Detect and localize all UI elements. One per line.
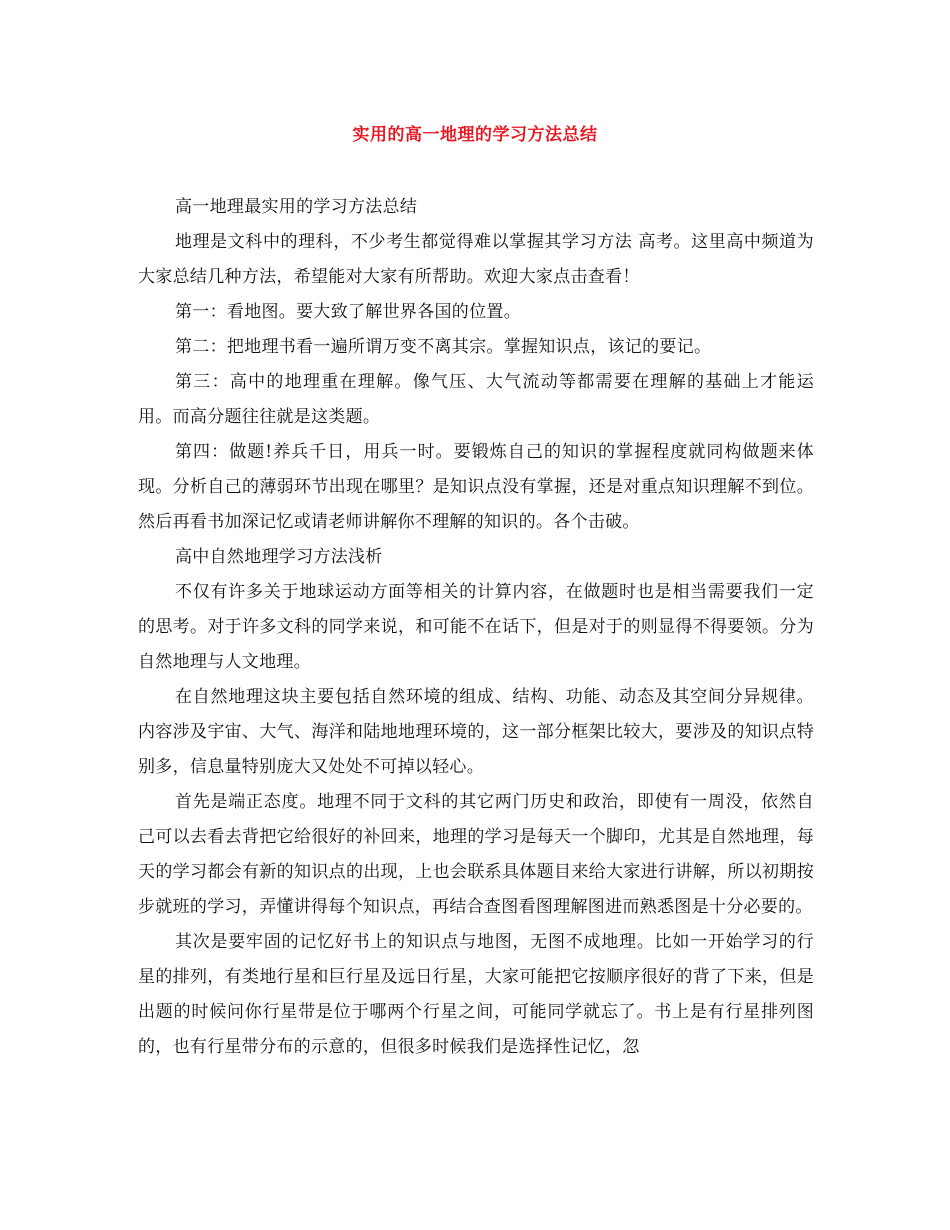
paragraph: 第三：高中的地理重在理解。像气压、大气流动等都需要在理解的基础上才能运用。而高分题往往就是这类题。 bbox=[138, 372, 814, 427]
document-title: 实用的高一地理的学习方法总结 bbox=[352, 125, 598, 145]
paragraph: 其次是要牢固的记忆好书上的知识点与地图，无图不成地理。比如一开始学习的行星的排列，有类地行星和巨行星及远日行星，大家可能把它按顺序很好的背了下来，但是出题的时候问你行星带是位于哪两个行星之间，可能同学就忘了。书上是有行星排列图的，也有行星带分布的示意的，但很多时候我们是选择性记忆，忽 bbox=[138, 932, 814, 1057]
paragraph: 第四：做题!养兵千日，用兵一时。要锻炼自己的知识的掌握程度就同构做题来体现。分析自己的薄弱环节出现在哪里？是知识点没有掌握，还是对重点知识理解不到位。然后再看书加深记忆或请老师讲解你不理解的知识的。各个击破。 bbox=[138, 442, 814, 532]
paragraph: 在自然地理这块主要包括自然环境的组成、结构、功能、动态及其空间分异规律。内容涉及宇宙、大气、海洋和陆地地理环境的，这一部分框架比较大，要涉及的知识点特别多，信息量特别庞大又处处不可掉以轻心。 bbox=[138, 687, 814, 777]
paragraph: 不仅有许多关于地球运动方面等相关的计算内容，在做题时也是相当需要我们一定的思考。对于许多文科的同学来说，和可能不在话下，但是对于的则显得不得要领。分为自然地理与人文地理。 bbox=[138, 582, 814, 672]
paragraph: 第二：把地理书看一遍所谓万变不离其宗。掌握知识点，该记的要记。 bbox=[175, 337, 712, 357]
paragraph: 第一：看地图。要大致了解世界各国的位置。 bbox=[175, 302, 521, 322]
paragraph: 高中自然地理学习方法浅析 bbox=[175, 547, 383, 567]
paragraph: 高一地理最实用的学习方法总结 bbox=[175, 197, 418, 217]
document-body bbox=[138, 190, 814, 1065]
paragraph: 地理是文科中的理科，不少考生都觉得难以掌握其学习方法 高考。这里高中频道为大家总结几种方法，希望能对大家有所帮助。欢迎大家点击查看！ bbox=[138, 232, 814, 287]
paragraph: 首先是端正态度。地理不同于文科的其它两门历史和政治，即使有一周没，依然自己可以去看去背把它给很好的补回来，地理的学习是每天一个脚印，尤其是自然地理，每天的学习都会有新的知识点的出现，上也会联系具体题目来给大家进行讲解，所以初期按步就班的学习，弄懂讲得每个知识点，再结合查图看图理解图进而熟悉图是十分必要的。 bbox=[138, 792, 814, 917]
